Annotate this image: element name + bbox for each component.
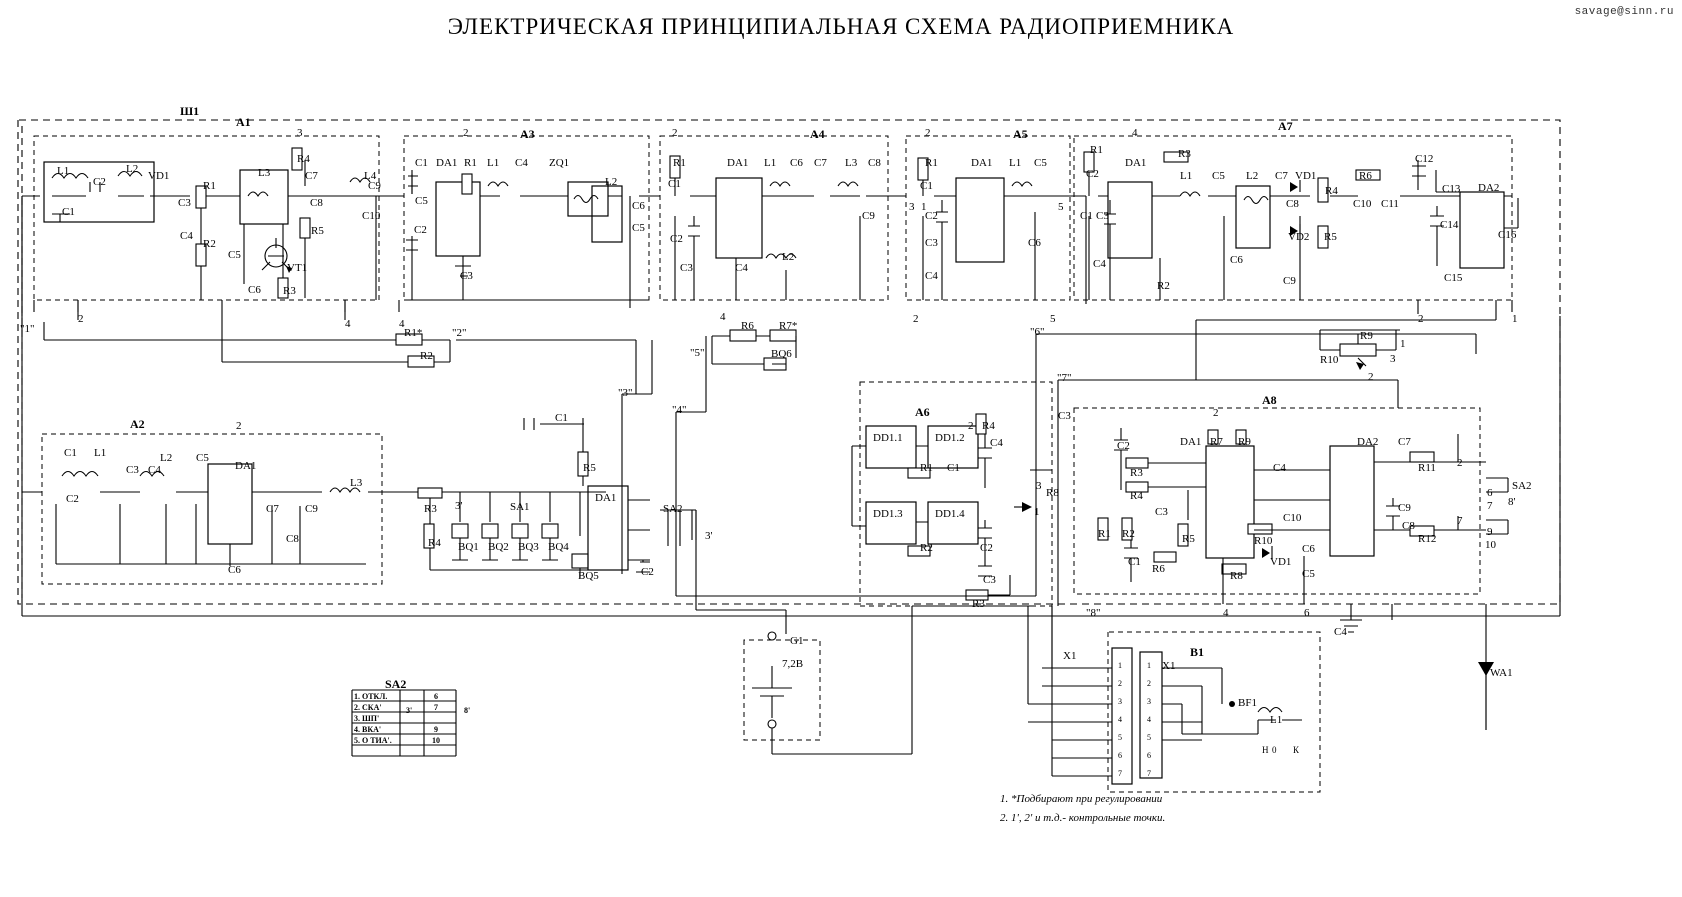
block-designator-b1: B1 (1190, 645, 1205, 659)
component-label: DA1 (235, 460, 257, 472)
sa2-table-row: 3. ШП' (354, 714, 380, 723)
component-label: R2 (1157, 280, 1170, 292)
component-label: C7 (1275, 170, 1288, 182)
component-label: R5 (1324, 231, 1337, 243)
component-label: C3 (1058, 410, 1071, 422)
component-label: Н (1262, 745, 1269, 755)
component-label: 8' (1508, 496, 1516, 508)
component-label: L2 (782, 251, 795, 263)
component-label: R5 (583, 462, 596, 474)
component-label: C2 (1117, 440, 1130, 452)
connector-pin-number: 4 (1118, 715, 1122, 724)
component-label: R5 (311, 225, 324, 237)
component-label: C1 (555, 412, 568, 424)
component-label: R3 (283, 285, 296, 297)
component-label: VD1 (1295, 170, 1317, 182)
component-label: R1 (1098, 528, 1111, 540)
component-label: DA1 (727, 157, 749, 169)
component-label: L1 (57, 165, 70, 177)
component-label: C3 (460, 270, 473, 282)
component-label: L3 (258, 167, 271, 179)
component-label: C1 (64, 447, 77, 459)
component-label: DA2 (1478, 182, 1500, 194)
component-label: C6 (248, 284, 261, 296)
component-label: C1 (1080, 210, 1093, 222)
component-label: C6 (1302, 543, 1315, 555)
component-label: 4 (720, 311, 726, 323)
component-label: C9 (1398, 502, 1411, 514)
component-label: 10 (1485, 539, 1496, 551)
component-label: C5 (1212, 170, 1225, 182)
component-label: L2 (160, 452, 173, 464)
component-label: BQ3 (518, 541, 539, 553)
component-label: R10 (1320, 354, 1339, 366)
component-label: 5 (1050, 313, 1056, 325)
component-label: R1 (925, 157, 938, 169)
component-label: SA2 (385, 677, 407, 691)
component-label: R6 (1359, 170, 1372, 182)
component-label: C8 (1402, 520, 1415, 532)
component-label: R4 (428, 537, 441, 549)
component-label: C1 (62, 206, 75, 218)
component-label: 0 (1272, 745, 1277, 755)
component-label: L3 (350, 477, 363, 489)
component-label: C3 (680, 262, 693, 274)
sa2-table-row: 1. ОТКЛ. (354, 692, 388, 701)
component-label: DA1 (971, 157, 993, 169)
component-label: R1* (404, 327, 423, 339)
component-label: R1 (1090, 144, 1103, 156)
component-label: C10 (1283, 512, 1302, 524)
sa2-table-col: 7 (434, 703, 438, 712)
sa2-table-col: 6 (434, 692, 438, 701)
sa2-table-col: 8' (464, 706, 471, 715)
component-label: C5 (196, 452, 209, 464)
component-label: L2 (1246, 170, 1259, 182)
component-label: L1 (1009, 157, 1022, 169)
block-designator-a6: A6 (915, 405, 930, 419)
component-label: VD1 (1270, 556, 1292, 568)
component-label: BQ5 (578, 570, 599, 582)
component-label: C13 (1442, 183, 1461, 195)
block-designator-a8: A8 (1262, 393, 1277, 407)
connector-pin-number: 2 (1118, 679, 1122, 688)
component-label: BQ2 (488, 541, 509, 553)
connector-pin-number: 2 (1147, 679, 1151, 688)
component-label: C3 (925, 237, 938, 249)
block-designator-a1: A1 (236, 115, 251, 129)
component-label: C9 (368, 180, 381, 192)
component-label: R11 (1418, 462, 1436, 474)
component-label: 3' (705, 530, 713, 542)
component-label: 4 (1223, 607, 1229, 619)
component-label: "6" (1030, 326, 1045, 338)
component-label: X1 (1162, 660, 1176, 672)
component-label: C6 (632, 200, 645, 212)
component-label: C7 (814, 157, 827, 169)
component-label: 7 (1487, 500, 1493, 512)
component-label: R3 (1178, 148, 1191, 160)
component-label: C2 (670, 233, 683, 245)
component-label: R9 (1360, 330, 1373, 342)
sa2-table-col: 3' (406, 706, 413, 715)
component-label: C9 (862, 210, 875, 222)
component-label: C3 (178, 197, 191, 209)
component-label: "4" (672, 404, 687, 416)
component-label: C1 (947, 462, 960, 474)
component-label: G1 (790, 635, 804, 647)
block-designator-a7: A7 (1278, 119, 1293, 133)
component-label: R1 (464, 157, 477, 169)
component-label: 2 (463, 127, 469, 139)
component-label: C2 (66, 493, 79, 505)
component-label: R2 (203, 238, 216, 250)
connector-pin-number: 6 (1118, 751, 1122, 760)
component-label: L4 (364, 170, 377, 182)
component-label: R4 (1325, 185, 1338, 197)
component-label: К (1293, 745, 1300, 755)
component-label: C10 (362, 210, 381, 222)
component-label: DD1.2 (935, 432, 965, 444)
component-label: C7 (305, 170, 318, 182)
component-label: C1 (1128, 556, 1141, 568)
component-label: R6 (741, 320, 754, 332)
component-label: R2 (920, 542, 933, 554)
component-label: R4 (1130, 490, 1143, 502)
connector-pin-number: 5 (1147, 733, 1151, 742)
component-label: 3' (455, 500, 463, 512)
component-label: R7* (779, 320, 798, 332)
component-label: C4 (1093, 258, 1106, 270)
component-label: 2 (236, 420, 242, 432)
component-label: L1 (1270, 714, 1283, 726)
component-label: L1 (1180, 170, 1193, 182)
component-label: C6 (1230, 254, 1243, 266)
component-label: R3 (972, 598, 985, 610)
component-label: 3 (1036, 480, 1042, 492)
component-label: 4 (345, 318, 351, 330)
component-label: C8 (286, 533, 299, 545)
component-label: R4 (297, 153, 310, 165)
watermark: savage@sinn.ru (1574, 6, 1674, 18)
component-label: C4 (1334, 626, 1347, 638)
component-label: C1 (668, 178, 681, 190)
component-label: DA1 (1125, 157, 1147, 169)
component-label: L2 (605, 176, 618, 188)
connector-pin-number: 7 (1147, 769, 1151, 778)
component-label: R3 (1130, 467, 1143, 479)
component-label: 2 (1457, 457, 1463, 469)
component-label: C2 (925, 210, 938, 222)
component-label: C8 (310, 197, 323, 209)
component-label: 3 (297, 127, 303, 139)
component-label: C8 (1286, 198, 1299, 210)
component-label: C6 (228, 564, 241, 576)
component-label: 6 (1487, 487, 1493, 499)
connector-pin-number: 3 (1118, 697, 1122, 706)
component-label: C3 (1096, 210, 1109, 222)
component-label: BF1 (1238, 697, 1257, 709)
component-label: C7 (266, 503, 279, 515)
component-label: 6 (1304, 607, 1310, 619)
component-label: C14 (1440, 219, 1459, 231)
component-label: C8 (868, 157, 881, 169)
component-label: R1 (673, 157, 686, 169)
sa2-table-row: 2. СКА' (354, 703, 382, 712)
component-label: 2 (913, 313, 919, 325)
component-label: 1 (1512, 313, 1518, 325)
component-label: R12 (1418, 533, 1437, 545)
component-label: 1 (1400, 338, 1406, 350)
sa2-table-col: 10 (432, 736, 440, 745)
block-designator-a4: A4 (810, 127, 825, 141)
component-label: C2 (980, 542, 993, 554)
component-label: C5 (415, 195, 428, 207)
component-label: ZQ1 (549, 157, 570, 169)
component-label: 4 (1132, 127, 1138, 139)
component-label: 3 (1390, 353, 1396, 365)
component-label: R1 (920, 462, 933, 474)
component-label: VD1 (148, 170, 170, 182)
component-label: C5 (1302, 568, 1315, 580)
component-label: 7 (1457, 515, 1463, 527)
component-label: C6 (1028, 237, 1041, 249)
component-label: R10 (1254, 535, 1273, 547)
component-label: "7" (1057, 372, 1072, 384)
component-label: C4 (925, 270, 938, 282)
component-label: C10 (1353, 198, 1372, 210)
component-label: SA2 (663, 503, 683, 515)
component-label: DD1.3 (873, 508, 903, 520)
block-designator-a3: A3 (520, 127, 535, 141)
component-label: R7 (1210, 436, 1223, 448)
component-label: "5" (690, 347, 705, 359)
component-label: 2 (1418, 313, 1424, 325)
component-label: C4 (515, 157, 528, 169)
component-label: L1 (94, 447, 107, 459)
component-label: 9 (1487, 526, 1493, 538)
component-label: R3 (424, 503, 437, 515)
component-label: SA1 (510, 501, 530, 513)
component-label: VD2 (1288, 231, 1310, 243)
component-label: 1 (1034, 506, 1040, 518)
component-label: 2 (1213, 407, 1219, 419)
component-label: C6 (790, 157, 803, 169)
component-label: BQ4 (548, 541, 569, 553)
component-label: "3" (618, 387, 633, 399)
note-2: 2. 1', 2' и т.д.- контрольные точки. (1000, 812, 1166, 824)
component-label: 2 (1368, 371, 1374, 383)
component-label: R6 (1152, 563, 1165, 575)
connector-pin-number: 7 (1118, 769, 1122, 778)
component-label: 7,2В (782, 658, 804, 670)
component-label: C2 (414, 224, 427, 236)
component-label: DA1 (1180, 436, 1202, 448)
block-designator-a5: A5 (1013, 127, 1028, 141)
block-designator-a2: A2 (130, 417, 145, 431)
component-label: R9 (1238, 436, 1251, 448)
component-label: C15 (1444, 272, 1463, 284)
component-label: C5 (228, 249, 241, 261)
component-label: C4 (180, 230, 193, 242)
component-label: C12 (1415, 153, 1434, 165)
component-label: C7 (1398, 436, 1411, 448)
component-label: C4 (990, 437, 1003, 449)
component-label: 2 (925, 127, 931, 139)
component-label: L1 (487, 157, 500, 169)
component-label: C9 (1283, 275, 1296, 287)
component-label: C4 (735, 262, 748, 274)
component-label: WA1 (1490, 667, 1513, 679)
component-label: C2 (93, 176, 106, 188)
component-label: R8 (1230, 570, 1243, 582)
connector-pin-number: 1 (1118, 661, 1122, 670)
component-label: DA1 (436, 157, 458, 169)
component-label: C11 (1381, 198, 1399, 210)
component-label: DA1 (595, 492, 617, 504)
component-label: "8" (1086, 607, 1101, 619)
component-label: DD1.1 (873, 432, 903, 444)
component-label: C3 (983, 574, 996, 586)
component-label: C2 (1086, 168, 1099, 180)
component-label: 1 (921, 201, 927, 213)
sa2-table-row: 4. ВКА' (354, 725, 382, 734)
component-label: 5 (1058, 201, 1064, 213)
connector-pin-number: 5 (1118, 733, 1122, 742)
connector-pin-number: 6 (1147, 751, 1151, 760)
component-label: C1 (415, 157, 428, 169)
component-label: L2 (126, 163, 139, 175)
component-label: 2 (672, 127, 678, 139)
component-label: C16 (1498, 229, 1517, 241)
component-label: "1" (20, 323, 35, 335)
component-label: C3 (1155, 506, 1168, 518)
component-label: C2 (641, 566, 654, 578)
component-label: DD1.4 (935, 508, 965, 520)
connector-pin-number: 3 (1147, 697, 1151, 706)
component-label: 2 (968, 420, 974, 432)
component-label: C1 (920, 180, 933, 192)
component-label: C4 (1273, 462, 1286, 474)
component-label: C5 (632, 222, 645, 234)
connector-pin-number: 1 (1147, 661, 1151, 670)
note-1: 1. *Подбирают при регулировании (1000, 793, 1163, 805)
component-label: R8 (1046, 487, 1059, 499)
component-label: L3 (845, 157, 858, 169)
component-label: R2 (420, 350, 433, 362)
sa2-table-col: 9 (434, 725, 438, 734)
component-label: SA2 (1512, 480, 1532, 492)
component-label: "2" (452, 327, 467, 339)
sa2-table-row: 5. О ТИА'. (354, 736, 392, 745)
component-label: 4 (399, 318, 405, 330)
component-label: C4 (148, 464, 161, 476)
component-label: 2 (78, 313, 84, 325)
component-label: R5 (1182, 533, 1195, 545)
component-label: R4 (982, 420, 995, 432)
component-label: C9 (305, 503, 318, 515)
component-label: DA2 (1357, 436, 1379, 448)
component-label: R2 (1122, 528, 1135, 540)
component-label: VT1 (287, 262, 308, 274)
connector-pin-number: 4 (1147, 715, 1151, 724)
component-label: BQ1 (458, 541, 479, 553)
component-label: L1 (764, 157, 777, 169)
component-label: Ш1 (180, 104, 200, 118)
page-title: ЭЛЕКТРИЧЕСКАЯ ПРИНЦИПИАЛЬНАЯ СХЕМА РАДИОПРИЕМНИКА (447, 14, 1235, 39)
component-label: R1 (203, 180, 216, 192)
component-label: 3 (909, 201, 915, 213)
component-label: BQ6 (771, 348, 792, 360)
component-label: C3 (126, 464, 139, 476)
component-label: X1 (1063, 650, 1077, 662)
component-label: C5 (1034, 157, 1047, 169)
